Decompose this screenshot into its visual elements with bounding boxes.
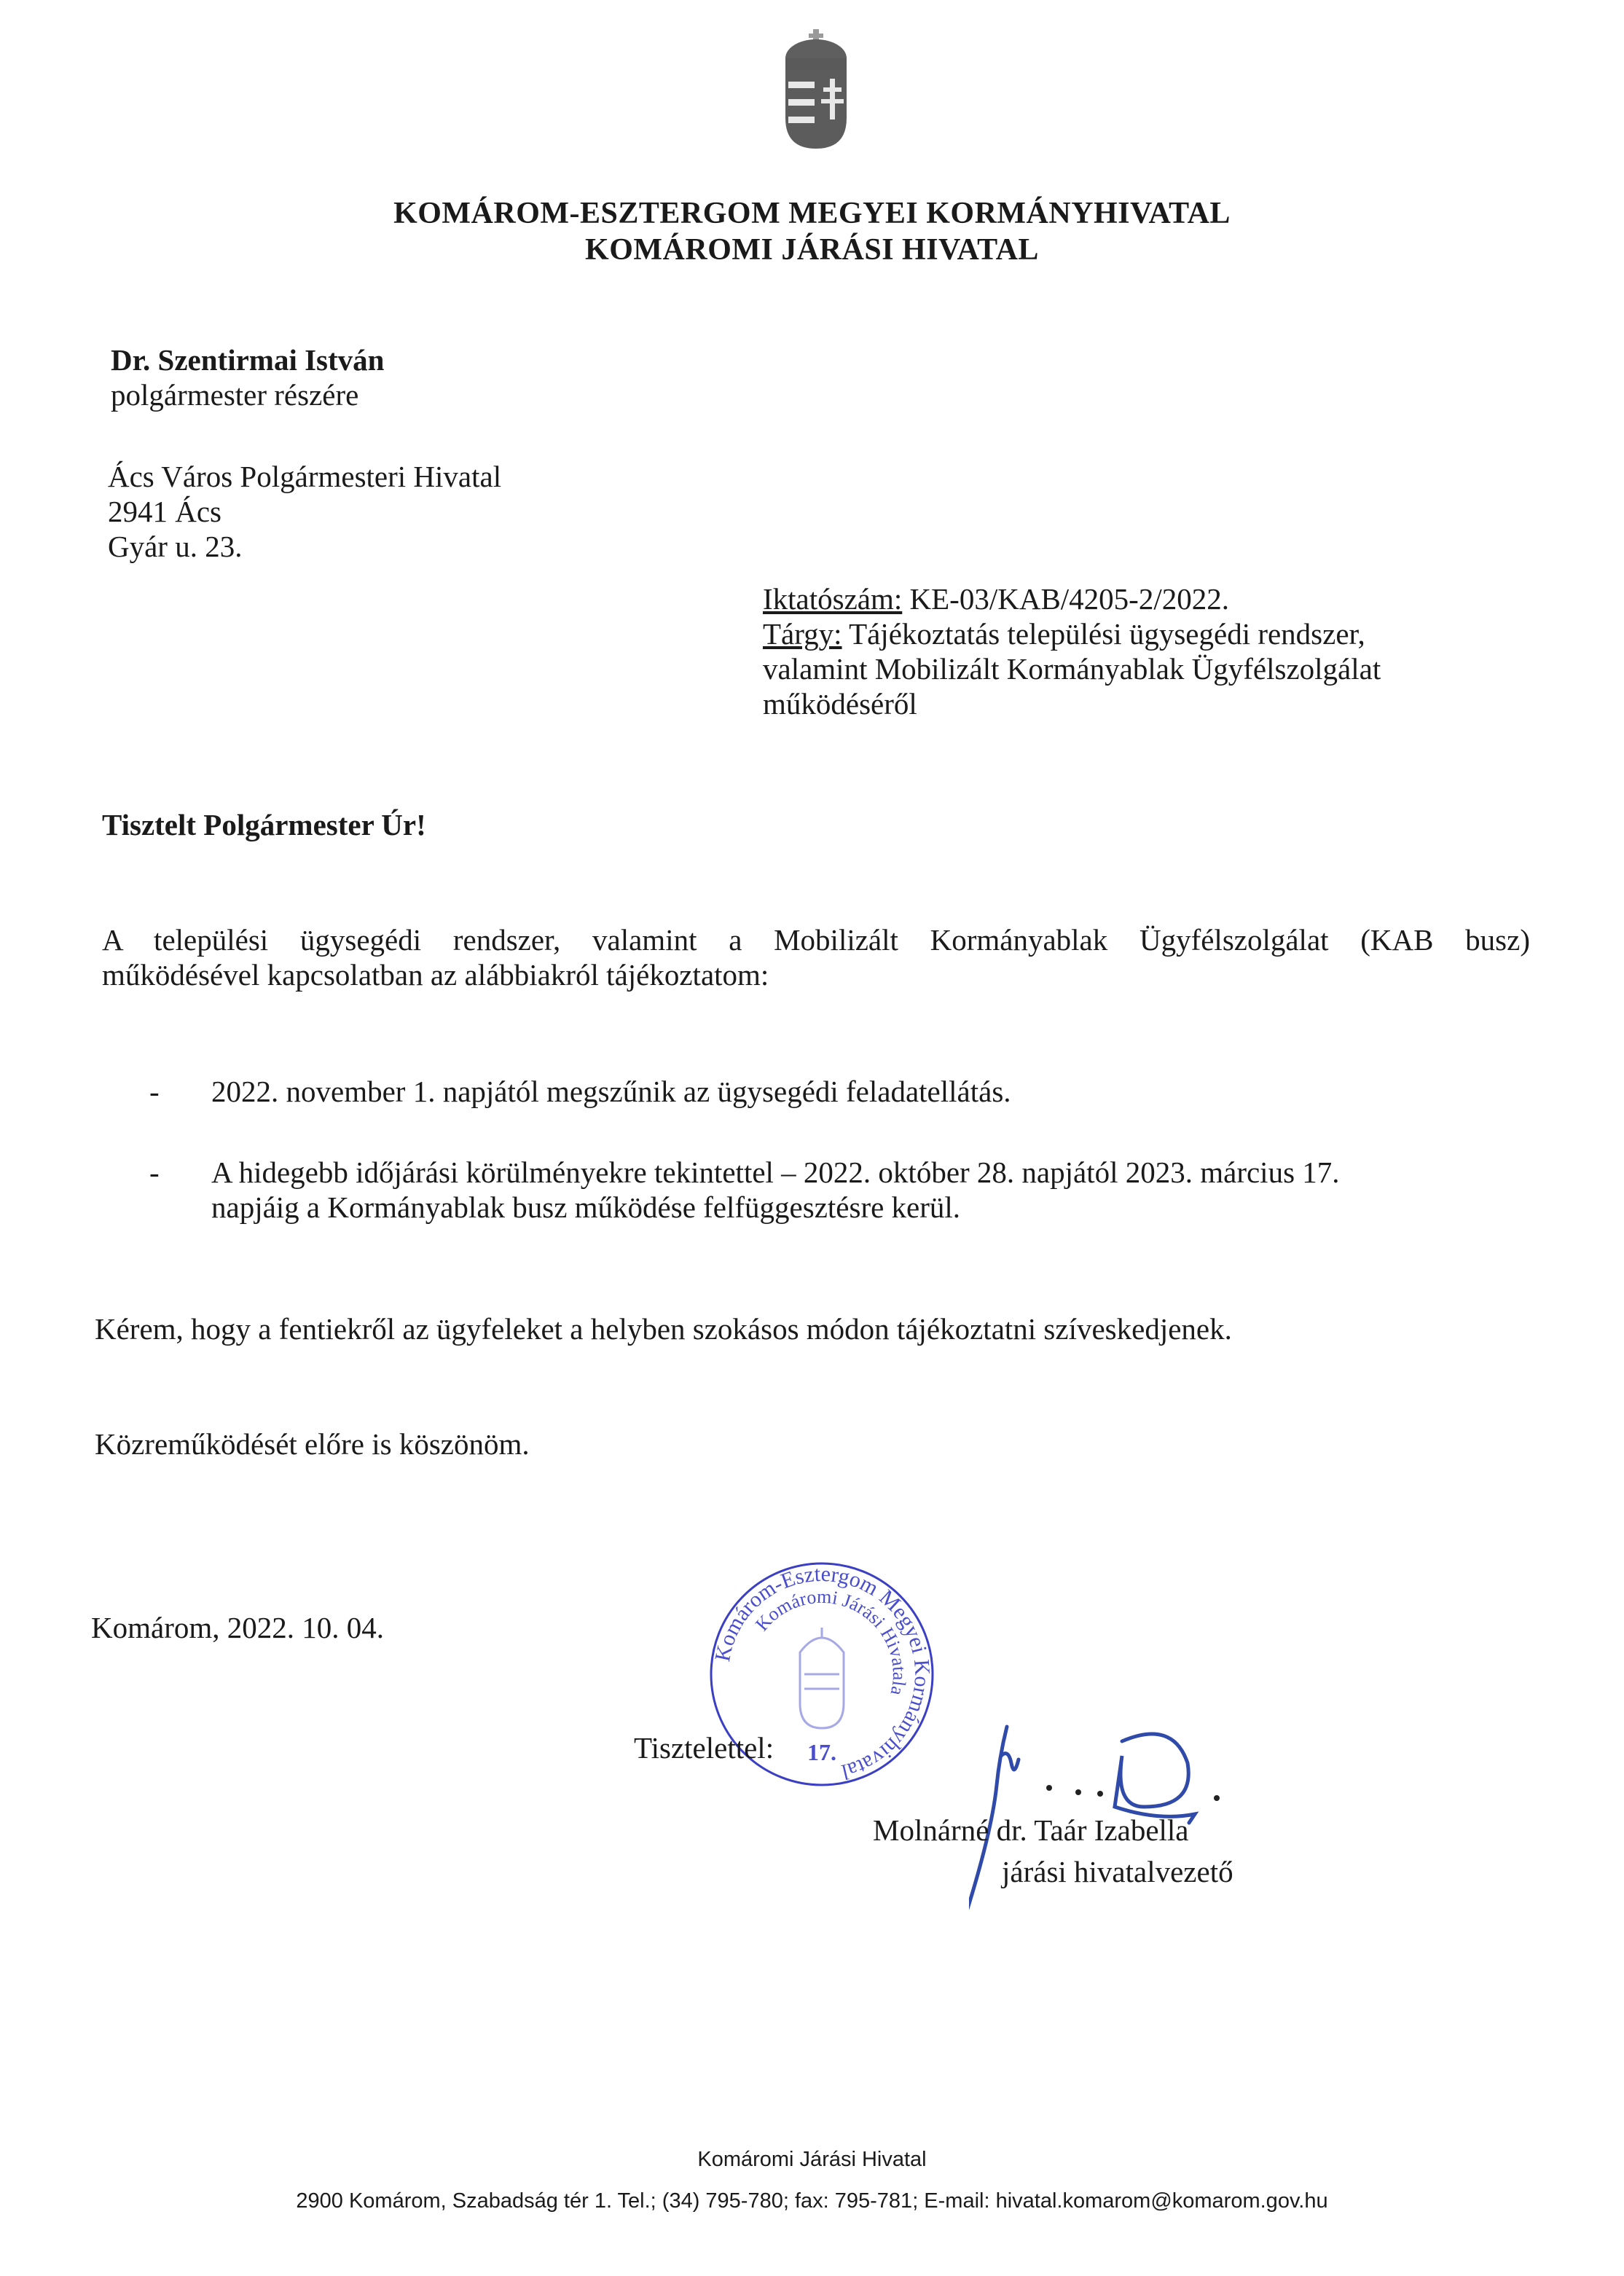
stamp-outer-text: Komárom-Esztergom Megyei Kormányhivatal xyxy=(710,1561,935,1784)
reference-number-value: KE-03/KAB/4205-2/2022. xyxy=(909,582,1229,616)
list-bullet: - xyxy=(149,1155,160,1189)
stamp-number: 17. xyxy=(807,1739,836,1765)
coat-of-arms-icon xyxy=(778,23,854,154)
list-item-text: 2022. november 1. napjától megszűnik az ügysegédi feladatellátás. xyxy=(211,1075,1011,1108)
subject-text-1: Tájékoztatás települési ügysegédi rendszer, xyxy=(849,617,1365,651)
address-line: Ács Város Polgármesteri Hivatal xyxy=(108,460,502,493)
thanks-paragraph: Közreműködését előre is köszönöm. xyxy=(95,1427,530,1461)
intro-line-1: A települési ügysegédi rendszer, valamint a Mobilizált Kormányablak Ügyfélszolgálat (KAB busz) xyxy=(102,923,1530,957)
list-item-text: A hidegebb időjárási körülményekre tekintettel – 2022. október 28. napjától 2023. március 17. xyxy=(211,1155,1340,1189)
stamp-inner-text: Komáromi Járási Hivatala xyxy=(751,1585,911,1698)
closing-greeting: Tisztelettel: xyxy=(634,1731,774,1765)
reference-number-label: Iktatószám: xyxy=(763,582,903,616)
signer-name: Molnárné dr. Taár Izabella xyxy=(873,1813,1189,1847)
footer-contact-info: 2900 Komárom, Szabadság tér 1. Tel.; (34) 795-780; fax: 795-781; E-mail: hivatal.komarom@komarom.gov.hu xyxy=(296,2189,1328,2213)
subject-line xyxy=(763,616,1381,651)
list-bullet: - xyxy=(149,1075,160,1108)
subject-label: Tárgy: xyxy=(763,617,842,651)
request-paragraph: Kérem, hogy a fentiekről az ügyfeleket a helyben szokásos módon tájékoztatni szíveskedjenek. xyxy=(95,1312,1232,1346)
recipient-address xyxy=(108,459,501,564)
recipient-role: polgármester részére xyxy=(111,378,359,412)
subject-text-3: működéséről xyxy=(763,687,917,721)
intro-paragraph xyxy=(102,922,1530,992)
signer-title: járási hivatalvezető xyxy=(1002,1855,1233,1888)
stamp-crest-icon xyxy=(800,1628,844,1728)
reference-block xyxy=(763,581,1381,721)
recipient-block xyxy=(111,342,384,412)
list-item-text-continued: napjáig a Kormányablak busz működése felfüggesztésre kerül. xyxy=(211,1190,961,1224)
footer-office-name: Komáromi Járási Hivatal xyxy=(697,2148,927,2171)
subject-text-2: valamint Mobilizált Kormányablak Ügyfélszolgálat xyxy=(763,652,1381,686)
header-office-name: KOMÁROMI JÁRÁSI HIVATAL xyxy=(585,233,1039,267)
header-agency-name: KOMÁROM-ESZTERGOM MEGYEI KORMÁNYHIVATAL xyxy=(393,197,1231,230)
address-line: 2941 Ács xyxy=(108,495,222,528)
date-line: Komárom, 2022. 10. 04. xyxy=(91,1611,384,1644)
salutation: Tisztelt Polgármester Úr! xyxy=(102,808,426,841)
recipient-name: Dr. Szentirmai István xyxy=(111,343,385,377)
address-line: Gyár u. 23. xyxy=(108,530,243,563)
intro-line-2: működésével kapcsolatban az alábbiakról tájékoztatom: xyxy=(102,958,769,992)
reference-number-line xyxy=(763,581,1381,616)
